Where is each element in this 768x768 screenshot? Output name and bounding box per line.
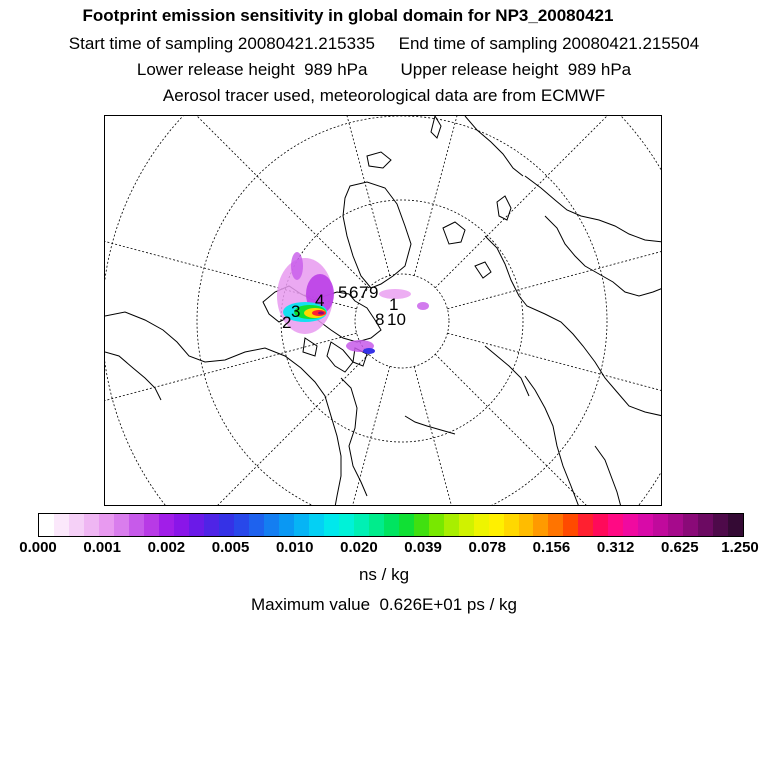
colorbar-tick-label: 0.020: [340, 539, 378, 556]
colorbar-tick-label: 0.001: [83, 539, 121, 556]
meridian-line: [447, 166, 662, 309]
meridian-line: [447, 333, 662, 476]
colorbar-swatch: [459, 514, 474, 536]
meridian-line: [247, 116, 390, 276]
meridian-line: [435, 116, 662, 288]
colorbar-swatch: [264, 514, 279, 536]
release-label: 4: [315, 291, 325, 310]
colorbar: [38, 513, 744, 537]
colorbar-swatch: [578, 514, 593, 536]
kamchatka-coast: [525, 376, 579, 506]
colorbar-tick-label: 0.000: [19, 539, 57, 556]
colorbar-swatch: [129, 514, 144, 536]
tracer-info-line: Aerosol tracer used, meteorological data are from ECMWF: [162, 86, 606, 105]
plume-east-end: [417, 302, 429, 310]
colorbar-units: ns / kg: [358, 565, 410, 584]
colorbar-swatch: [174, 514, 189, 536]
release-height-line: Lower release height 989 hPa Upper release height 989 hPa: [136, 60, 632, 79]
plume-peak: [318, 312, 324, 315]
colorbar-swatch: [69, 514, 84, 536]
colorbar-swatch: [668, 514, 683, 536]
release-label: 6: [349, 283, 359, 302]
colorbar-swatch: [279, 514, 294, 536]
sampling-time-line: Start time of sampling 20080421.215335 End time of sampling 20080421.215504: [68, 34, 700, 53]
colorbar-swatch: [414, 514, 429, 536]
colorbar-swatch: [728, 514, 743, 536]
colorbar-swatch: [504, 514, 519, 536]
colorbar-swatch: [309, 514, 324, 536]
colorbar-swatch: [294, 514, 309, 536]
release-label: 9: [369, 283, 379, 302]
colorbar-swatch: [533, 514, 548, 536]
meridian-line: [105, 116, 369, 288]
colorbar-swatch: [234, 514, 249, 536]
colorbar-swatch: [189, 514, 204, 536]
plume-south-core: [363, 348, 375, 354]
polar-map: [105, 116, 662, 506]
colorbar-tick-label: 0.039: [404, 539, 442, 556]
colorbar-swatch: [519, 514, 534, 536]
colorbar-swatch: [474, 514, 489, 536]
release-label: 3: [291, 302, 301, 321]
colorbar-swatch: [204, 514, 219, 536]
release-label: 7: [359, 283, 369, 302]
colorbar-swatch: [339, 514, 354, 536]
meridian-line: [414, 366, 557, 506]
colorbar-swatch: [369, 514, 384, 536]
iceland: [367, 152, 391, 168]
colorbar-swatch: [249, 514, 264, 536]
colorbar-swatch: [429, 514, 444, 536]
colorbar-swatch: [623, 514, 638, 536]
release-label: 8: [375, 310, 385, 329]
colorbar-swatch: [698, 514, 713, 536]
colorbar-tick-label: 0.078: [468, 539, 507, 556]
colorbar-swatch: [354, 514, 369, 536]
colorbar-swatch: [384, 514, 399, 536]
meridian-line: [435, 354, 662, 506]
colorbar-swatch: [489, 514, 504, 536]
svalbard: [443, 222, 465, 244]
colorbar-tick-label: 0.005: [211, 539, 250, 556]
release-label: 10: [387, 310, 406, 329]
release-label: 2: [282, 313, 292, 332]
plume-north-arm: [291, 252, 303, 280]
colorbar-tick-label: 0.625: [661, 539, 699, 556]
alaska-coast: [105, 352, 161, 400]
greenland-coast: [343, 182, 411, 288]
colorbar-tick-label: 1.250: [721, 539, 759, 556]
hudson-bay-coast: [341, 378, 367, 496]
map-panel: [104, 115, 662, 506]
north-america-coast: [105, 312, 341, 506]
siberia-coast: [485, 236, 662, 416]
colorbar-tick-label: 0.156: [532, 539, 571, 556]
colorbar-swatch: [638, 514, 653, 536]
release-label: 1: [389, 295, 399, 314]
colorbar-swatch: [54, 514, 69, 536]
colorbar-swatch: [159, 514, 174, 536]
meridian-line: [105, 333, 357, 476]
eurasia-north-coast: [525, 176, 662, 242]
colorbar-swatch: [444, 514, 459, 536]
colorbar-swatch: [39, 514, 54, 536]
meridian-line: [414, 116, 557, 276]
colorbar-swatch: [399, 514, 414, 536]
maximum-value-text: Maximum value 0.626E+01 ps / kg: [251, 595, 517, 614]
japan-coast: [595, 446, 621, 506]
chart-title: Footprint emission sensitivity in global domain for NP3_20080421: [82, 6, 614, 25]
colorbar-swatch: [563, 514, 578, 536]
colorbar-swatch: [144, 514, 159, 536]
colorbar-tick-label: 0.010: [275, 539, 314, 556]
colorbar-swatch: [548, 514, 563, 536]
colorbar-swatch: [114, 514, 129, 536]
colorbar-swatch: [219, 514, 234, 536]
colorbar-tick-label: 0.002: [147, 539, 186, 556]
colorbar-tick-label: 0.312: [596, 539, 635, 556]
novaya-zemlya: [497, 196, 511, 220]
severnaya-zemlya: [475, 262, 491, 278]
release-label: 5: [338, 283, 348, 302]
colorbar-swatch: [99, 514, 114, 536]
uk-outline: [431, 116, 441, 138]
colorbar-swatch: [608, 514, 623, 536]
colorbar-swatch: [683, 514, 698, 536]
colorbar-swatch: [324, 514, 339, 536]
europe-coast: [465, 116, 523, 176]
colorbar-swatch: [593, 514, 608, 536]
colorbar-swatch: [653, 514, 668, 536]
colorbar-swatch: [84, 514, 99, 536]
colorbar-swatch: [713, 514, 728, 536]
